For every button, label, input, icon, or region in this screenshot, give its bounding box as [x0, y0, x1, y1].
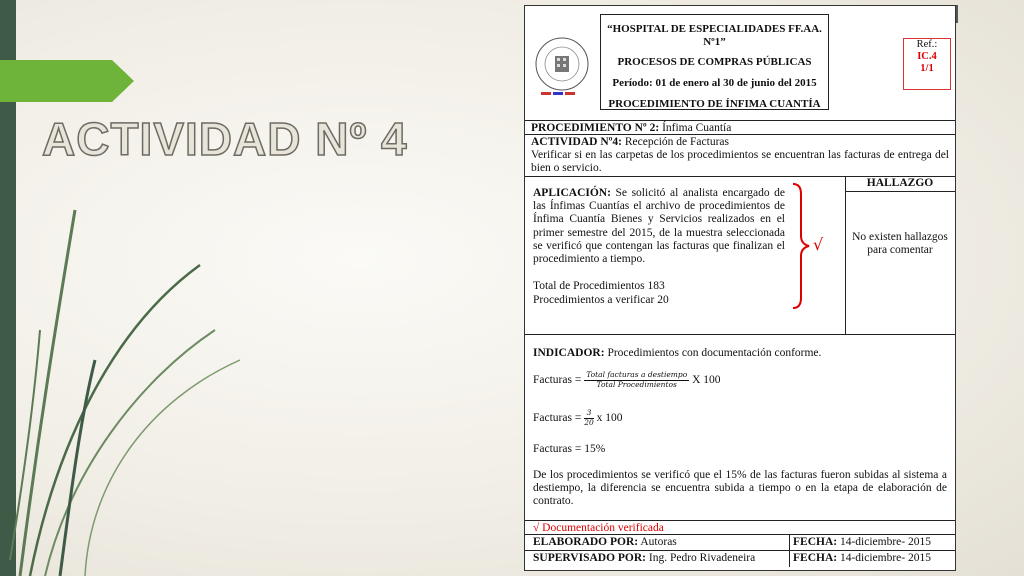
indicador-section	[525, 334, 955, 525]
formula-3: Facturas = 15%	[533, 443, 606, 455]
fecha2-label: FECHA:	[793, 552, 838, 564]
footer-divider	[789, 535, 790, 551]
formula-1-right: X 100	[692, 373, 721, 386]
aplicacion-verificar: Procedimientos a verificar 20	[533, 293, 669, 306]
fecha2-value: 14-diciembre- 2015	[839, 552, 931, 564]
fecha1-label: FECHA:	[793, 536, 838, 548]
supervisado-field	[533, 552, 755, 565]
aplicacion-text: Se solicitó al analista encargado de las Ínfimas Cuantías el archivo de procedimientos de Ínfima Cuantía Bienes y Servicios realizados en el primer semestre del 2015, de la muestra seleccionada se verificó que contengan las facturas que finalizan el procedimiento a tiempo.	[533, 187, 785, 266]
procedimiento-label: PROCEDIMIENTO Nº 2:	[531, 122, 660, 134]
document-header	[525, 6, 955, 120]
elaborado-value: Autoras	[640, 536, 677, 548]
formula-2-denominator: 20	[584, 417, 594, 427]
aplicacion-label: APLICACIÓN:	[533, 187, 611, 199]
reference-box	[903, 38, 951, 90]
hallazgo-heading: HALLAZGO	[845, 177, 955, 192]
slide-title: ACTIVIDAD Nº 4	[42, 113, 408, 165]
formula-1-denominator: Total Procedimientos	[596, 379, 677, 389]
actividad-text: Verificar si en las carpetas de los procedimientos se encuentran las facturas de entrega del bien o servicio.	[531, 149, 949, 175]
actividad-value: Recepción de Facturas	[624, 136, 729, 148]
conclusion-text: De los procedimientos se verificó que el 15% de las facturas fueron subidas al sistema a destiempo, la diferencia se encuentra subida a tiempo o en la etapa de elaboración de contrato.	[533, 469, 947, 508]
indicador-line	[533, 347, 821, 360]
hallazgo-text: No existen hallazgos para comentar	[852, 231, 948, 257]
procedimiento-row	[525, 120, 955, 134]
column-divider	[845, 177, 846, 335]
audit-document	[524, 5, 956, 571]
elaborado-label: ELABORADO POR:	[533, 536, 639, 548]
formula-2	[533, 409, 623, 427]
verified-row	[525, 520, 955, 535]
ref-page: 1/1	[920, 63, 934, 75]
formula-2-numerator: 3	[584, 409, 594, 419]
formula-1-numerator: Total facturas a destiempo	[586, 370, 688, 379]
formula-2-left: Facturas =	[533, 411, 582, 424]
header-line4: PROCEDIMIENTO DE ÍNFIMA CUANTÍA	[608, 97, 821, 110]
supervisado-row	[525, 550, 955, 567]
aplicacion-section	[525, 176, 955, 335]
elaborado-field	[533, 536, 677, 549]
fecha1-value: 14-diciembre- 2015	[839, 536, 931, 548]
hospital-seal-icon	[531, 36, 593, 98]
elaborado-row	[525, 534, 955, 551]
fecha2-field	[793, 552, 931, 565]
ref-code: IC.4	[917, 51, 937, 63]
supervisado-label: SUPERVISADO POR:	[533, 552, 647, 564]
footer-divider	[789, 551, 790, 567]
actividad-label: ACTIVIDAD Nº4:	[531, 136, 623, 148]
green-arrow-shape	[0, 60, 134, 102]
header-line1: “HOSPITAL DE ESPECIALIDADES FF.AA. Nº1”	[607, 23, 822, 48]
fecha1-field	[793, 536, 931, 549]
actividad-row	[525, 134, 955, 176]
aplicacion-total: Total de Procedimientos 183	[533, 280, 665, 293]
indicador-text: Procedimientos con documentación conforme.	[607, 347, 822, 359]
document-title-box	[600, 14, 829, 110]
verified-text: √ Documentación verificada	[533, 522, 664, 534]
formula-1-fraction	[584, 371, 689, 389]
formula-2-right: x 100	[596, 411, 623, 424]
indicador-label: INDICADOR:	[533, 347, 605, 359]
formula-1	[533, 371, 721, 389]
header-line2: PROCESOS DE COMPRAS PÚBLICAS	[617, 56, 812, 69]
brace-check-mark: √	[813, 235, 824, 254]
formula-1-left: Facturas =	[533, 373, 582, 386]
formula-2-fraction	[584, 409, 594, 427]
aplicacion-block	[533, 187, 785, 307]
ref-label: Ref.:	[916, 39, 938, 50]
supervisado-value: Ing. Pedro Rivadeneira	[648, 552, 756, 564]
header-line3: Período: 01 de enero al 30 de junio del 2015	[612, 76, 817, 89]
procedimiento-value: Ínfima Cuantía	[662, 122, 732, 134]
curly-brace-icon	[787, 182, 847, 310]
